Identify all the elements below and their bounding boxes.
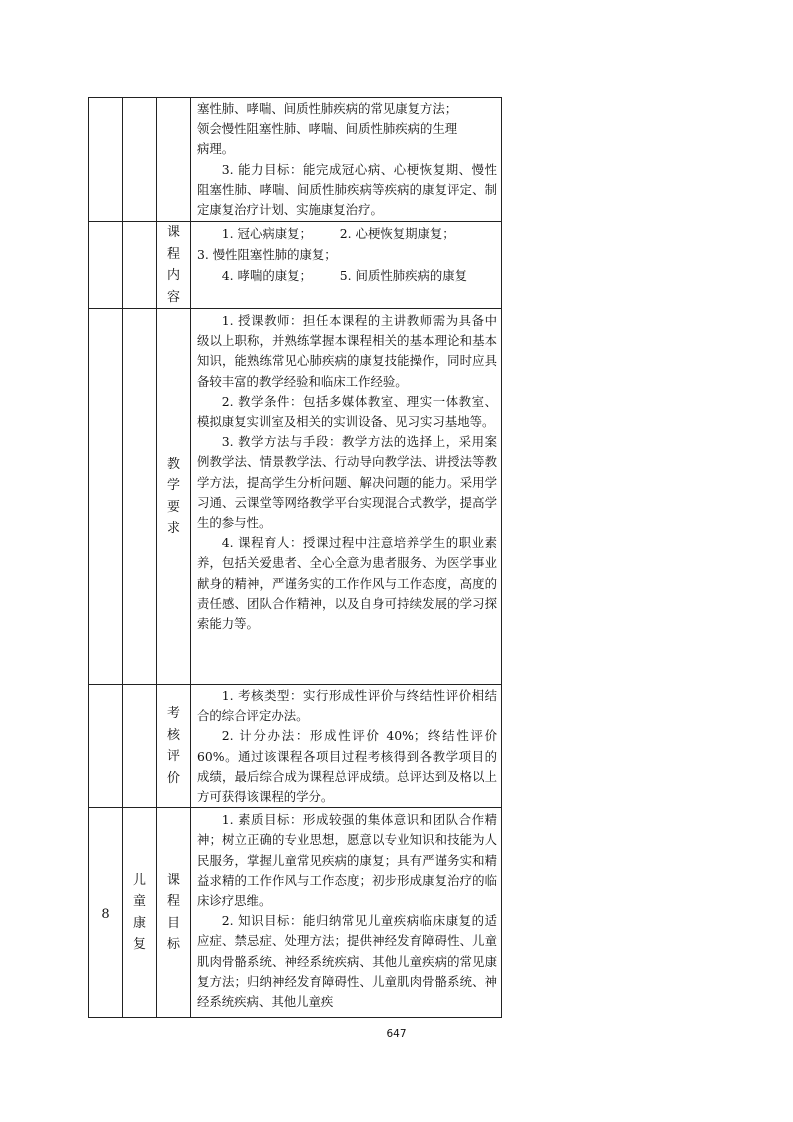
content-line: 病理。 bbox=[197, 141, 235, 157]
course-name-cell bbox=[123, 309, 157, 685]
requirement-paragraph: 4. 课程育人：授课过程中注意培养学生的职业素养，包括关爱患者、全心全意为患者服务、为医学事业献身的精神，严谨务实的工作作风与工作态度，高度的责任感、团队合作精神，以及自身可持续发展的学习探索能力等。 bbox=[197, 535, 497, 632]
assessment-paragraph: 2. 计分办法：形成性评价 40%；终结性评价 60%。通过该课程各项目过程考核得到各教学项目的成绩，最后综合成为课程总评成绩。总评达到及格以上方可获得该课程的学分。 bbox=[197, 728, 497, 805]
ability-goal-paragraph: 3. 能力目标：能完成冠心病、心梗恢复期、慢性阻塞性肺、哮喘、间质性肺疾病等疾病的康复评定、制定康复治疗计划、实施康复治疗。 bbox=[197, 161, 497, 218]
category-label-course-goals: 课 程 目 标 bbox=[166, 872, 180, 953]
table-row bbox=[89, 98, 502, 222]
table-row bbox=[89, 808, 502, 1018]
number-cell bbox=[89, 309, 123, 685]
number-cell bbox=[89, 222, 123, 309]
content-cell bbox=[191, 808, 502, 1018]
table-row bbox=[89, 685, 502, 808]
content-cell bbox=[191, 309, 502, 685]
content-line: 塞性肺、哮喘、间质性肺疾病的常见康复方法； bbox=[197, 101, 458, 116]
page-number: 647 bbox=[386, 1028, 407, 1040]
content-cell bbox=[191, 98, 502, 222]
assessment-paragraph: 1. 考核类型：实行形成性评价与终结性评价相结合的综合评定办法。 bbox=[197, 688, 497, 724]
category-label-assessment: 考 核 评 价 bbox=[166, 706, 180, 786]
requirement-paragraph: 2. 教学条件：包括多媒体教室、理实一体教室、模拟康复实训室及相关的实训设备、见习实习基地等。 bbox=[197, 393, 497, 430]
category-cell bbox=[157, 98, 191, 222]
table-row bbox=[89, 222, 502, 309]
requirement-paragraph: 1. 授课教师：担任本课程的主讲教师需为具备中级以上职称，并熟练掌握本课程相关的基本理论和基本知识，能熟练常见心肺疾病的康复技能操作，同时应具备较丰富的教学经验和临床工作经验。 bbox=[197, 313, 497, 389]
category-label-teaching-requirements: 教 学 要 求 bbox=[166, 456, 180, 536]
content-cell bbox=[191, 685, 502, 808]
category-label-course-content: 课 程 内 容 bbox=[166, 225, 180, 305]
course-item: 1. 冠心病康复； bbox=[221, 226, 312, 241]
course-name-label: 儿 童 康 复 bbox=[132, 872, 146, 953]
number-cell bbox=[89, 98, 123, 222]
table-row bbox=[89, 309, 502, 685]
number-cell bbox=[89, 808, 123, 1018]
course-name-cell bbox=[123, 98, 157, 222]
category-label-cell bbox=[157, 808, 191, 1018]
category-label-cell bbox=[157, 685, 191, 808]
course-item: 2. 心梗恢复期康复； bbox=[339, 226, 455, 241]
content-line bbox=[197, 265, 497, 286]
course-number: 8 bbox=[101, 907, 110, 923]
goal-paragraph: 1. 素质目标：形成较强的集体意识和团队合作精神；树立正确的专业思想，愿意以专业知识和技能为人民服务，掌握儿童常见疾病的康复；具有严谨务实和精益求精的工作作风与工作态度；初步形成康复治疗的临床诊疗思维。 bbox=[197, 812, 497, 909]
course-item: 3. 慢性阻塞性肺的康复； bbox=[197, 247, 337, 262]
requirement-paragraph: 3. 教学方法与手段：教学方法的选择上，采用案例教学法、情景教学法、行动导向教学法、讲授法等教学方法，提高学生分析问题、解决问题的能力。采用学习通、云课堂等网络教学平台实现混合式教学，提高学生的参与性。 bbox=[197, 434, 497, 531]
category-label-cell bbox=[157, 222, 191, 309]
goal-paragraph: 2. 知识目标：能归纳常见儿童疾病临床康复的适应症、禁忌症、处理方法；提供神经发育障碍性、儿童肌肉骨骼系统、神经系统疾病、其他儿童疾病的常见康复方法；归纳神经发育障碍性、儿童肌肉骨骼系统、神经系统疾病、其他儿童疾 bbox=[197, 913, 497, 1010]
course-name-cell bbox=[123, 222, 157, 309]
content-line bbox=[197, 223, 497, 244]
number-cell bbox=[89, 685, 123, 808]
content-line: 领会慢性阻塞性肺、哮喘、间质性肺疾病的生理 bbox=[197, 121, 458, 137]
course-name-cell bbox=[123, 685, 157, 808]
course-item: 5. 间质性肺疾病的康复 bbox=[339, 268, 468, 283]
course-name-cell bbox=[123, 808, 157, 1018]
course-table bbox=[88, 97, 502, 1018]
content-cell bbox=[191, 222, 502, 309]
category-label-cell bbox=[157, 309, 191, 685]
course-item: 4. 哮喘的康复； bbox=[221, 268, 312, 283]
